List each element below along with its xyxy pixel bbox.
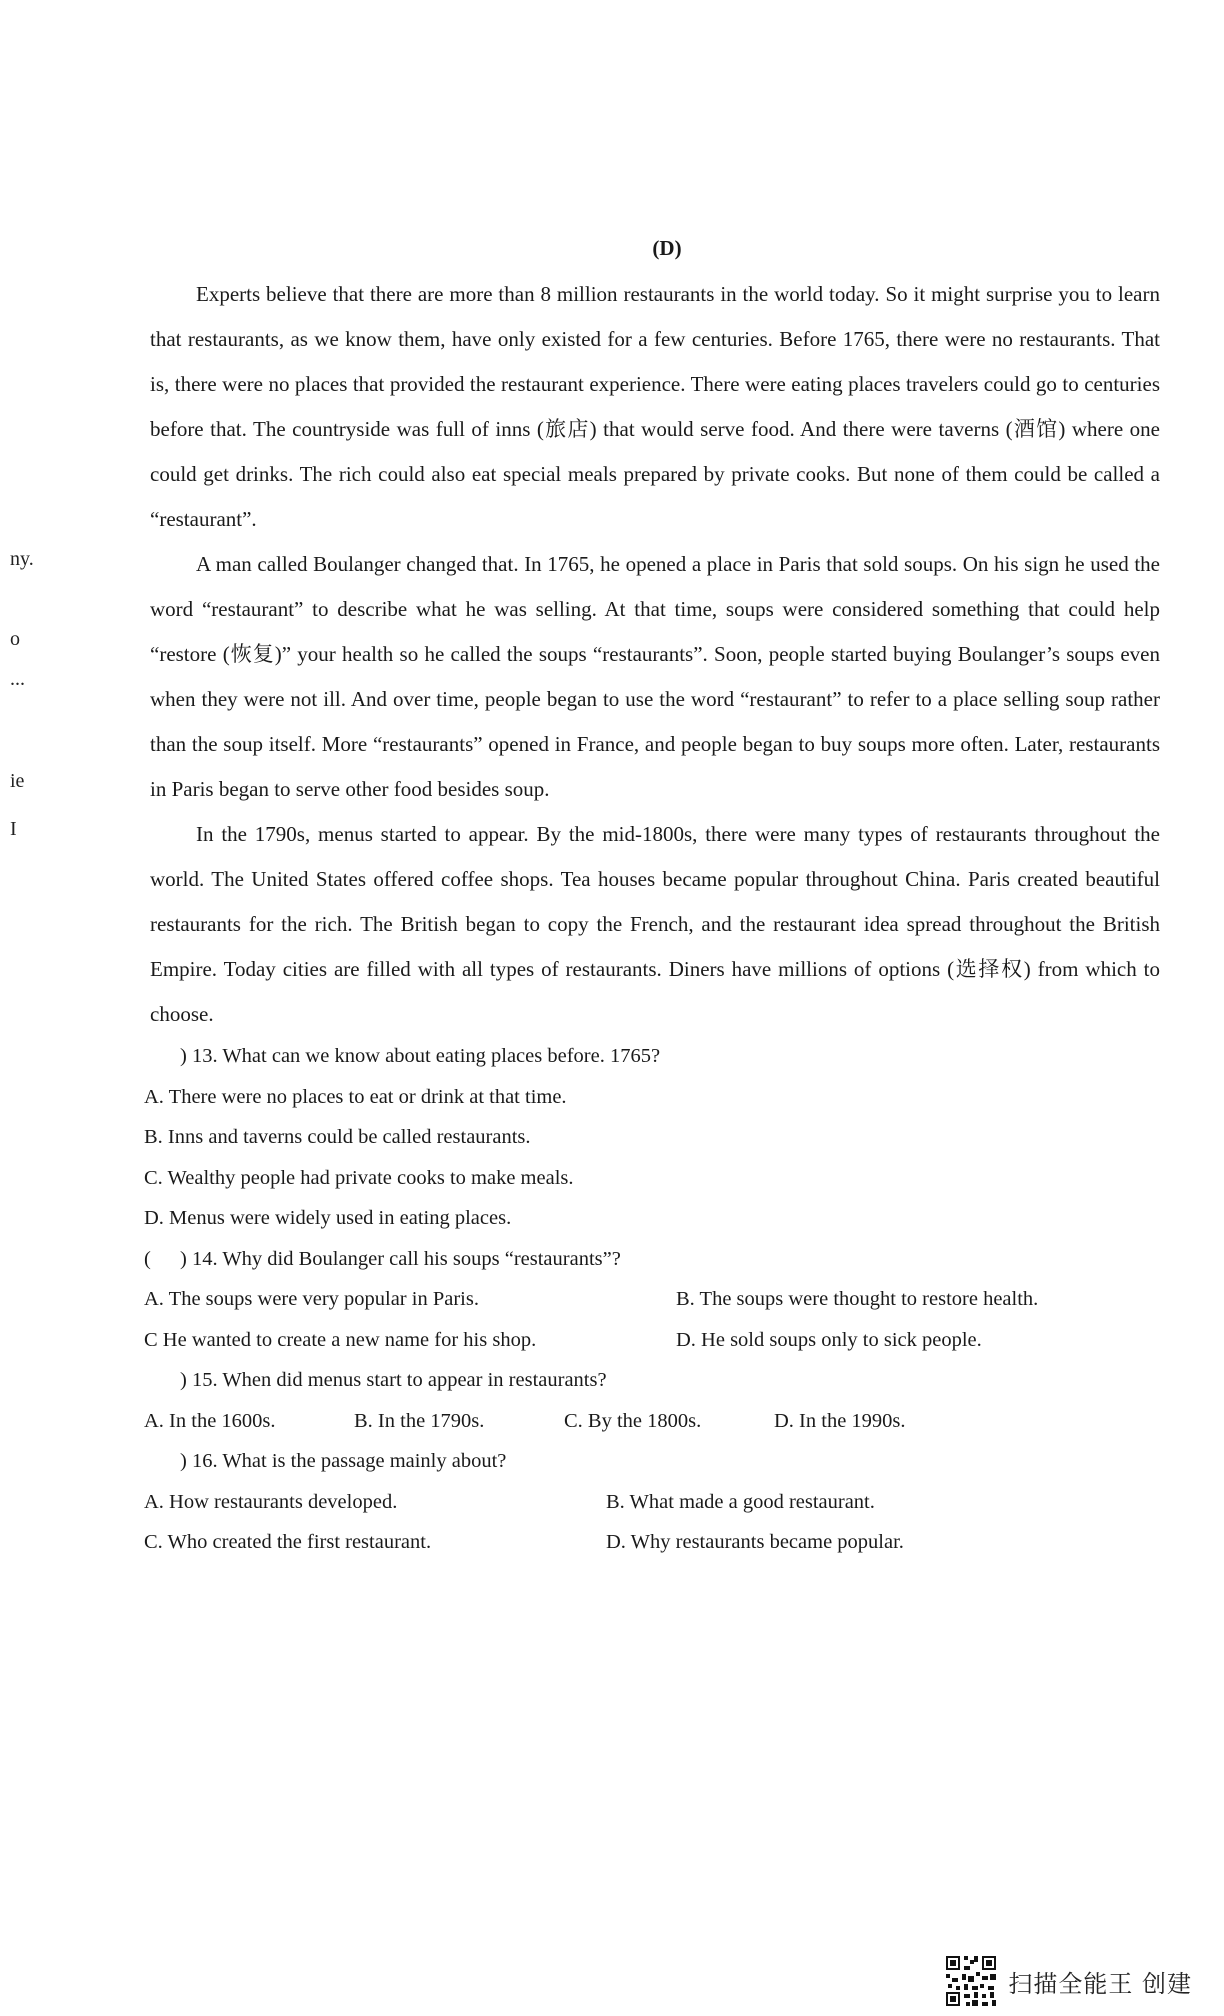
passage-paragraph: Experts believe that there are more than 8 million restaurants in the world today. So it might surprise you to learn that restaurants, as we know them, have only existed for a few centuries. Before 1765, there were no restaurants. That is, there were no places that provided the restaurant experience. There were eating places travelers could go to centuries before that. The countryside was full of inns (旅店) that would serve food. And there were taverns (酒馆) where one could get drinks. The rich could also eat special meals prepared by private cooks. But none of them could be called a “restaurant”. (150, 282, 1160, 531)
question-13-stem (144, 1036, 1164, 1077)
option-c: C. Wealthy people had private cooks to make meals. (144, 1166, 574, 1189)
margin-fragment: ... (10, 668, 25, 690)
question-15-stem (144, 1360, 1164, 1401)
passage-paragraph: A man called Boulanger changed that. In 1765, he opened a place in Paris that sold soups. On his sign he used the word “restaurant” to describe what he was selling. At that time, soups were considered something that could help “restore (恢复)” your health so he called the soups “restaurants”. Soon, people started buying Boulanger’s soups even when they were not ill. And over time, people began to use the word “restaurant” to refer to a place selling soup rather than the soup itself. More “restaurants” opened in France, and people began to buy soups more often. Later, restaurants in Paris began to serve other food besides soup. (150, 552, 1160, 801)
option-c: C He wanted to create a new name for his shop. (144, 1328, 537, 1351)
option-c: C. Who created the first restaurant. (144, 1531, 432, 1553)
question-list (144, 1036, 1164, 1563)
answer-bracket (144, 1360, 180, 1401)
scanner-watermark (944, 1954, 1192, 2008)
answer-bracket (144, 1036, 180, 1077)
option-a: A. There were no places to eat or drink at that time. (144, 1085, 567, 1108)
option-b: B. In the 1790s. (354, 1409, 485, 1432)
option-b: B. The soups were thought to restore health. (676, 1288, 1039, 1310)
question-16-stem (144, 1441, 1164, 1482)
option-d: D. He sold soups only to sick people. (676, 1328, 982, 1351)
margin-fragment: o (10, 628, 20, 650)
question-text: ) 15. When did menus start to appear in restaurants? (180, 1369, 607, 1391)
option-row (144, 1482, 1164, 1523)
margin-fragment: I (10, 818, 17, 840)
margin-fragment: ny. (10, 548, 34, 570)
option-c: C. By the 1800s. (564, 1409, 702, 1432)
option-d: D. In the 1990s. (774, 1409, 906, 1432)
option-row (144, 1320, 1164, 1361)
qr-code-icon (944, 1954, 998, 2008)
question-text: ) 13. What can we know about eating places before. 1765? (180, 1045, 661, 1067)
question-text: ) 14. Why did Boulanger call his soups “restaurants”? (180, 1247, 621, 1270)
option-b: B. Inns and taverns could be called restaurants. (144, 1126, 531, 1148)
option-row (144, 1279, 1164, 1320)
option-a: A. How restaurants developed. (144, 1490, 398, 1513)
option-row (144, 1522, 1164, 1563)
question-14-stem (144, 1239, 1164, 1280)
answer-bracket (144, 1441, 180, 1482)
option-a: A. In the 1600s. (144, 1409, 276, 1432)
option-d: D. Menus were widely used in eating places. (144, 1207, 512, 1229)
option-d: D. Why restaurants became popular. (606, 1531, 904, 1553)
option-a: A. The soups were very popular in Paris. (144, 1288, 479, 1310)
answer-bracket: ( (144, 1247, 151, 1270)
option-b: B. What made a good restaurant. (606, 1490, 875, 1513)
section-title: (D) (652, 236, 682, 260)
option-row (144, 1401, 1164, 1442)
reading-passage (150, 272, 1160, 1037)
question-text: ) 16. What is the passage mainly about? (180, 1450, 507, 1472)
scanner-label: 扫描全能王 创建 (1008, 1969, 1192, 1998)
margin-fragment: ie (10, 770, 25, 792)
passage-paragraph: In the 1790s, menus started to appear. By the mid-1800s, there were many types of restaurants throughout the world. The United States offered coffee shops. Tea houses became popular throughout China. Paris created beautiful restaurants for the rich. The British began to copy the French, and the restaurant idea spread throughout the British Empire. Today cities are filled with all types of restaurants. Diners have millions of options (选择权) from which to choose. (150, 822, 1160, 1026)
